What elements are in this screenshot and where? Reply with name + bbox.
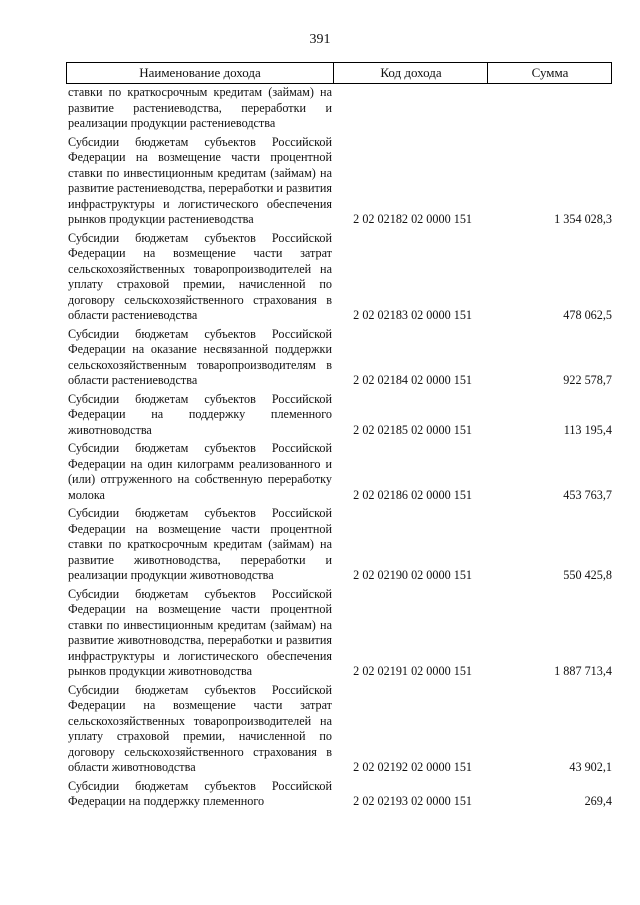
income-name-cell: Субсидии бюджетам субъектов Российской Федерации на возмещение части процентной ставки по краткосрочным кредитам (займам) на развитие животноводства, переработки и реализации продукции животноводства xyxy=(68,506,332,582)
income-code-cell: 2 02 02184 02 0000 151 xyxy=(353,373,472,387)
table-row xyxy=(66,587,612,680)
income-name-cell: Субсидии бюджетам субъектов Российской Федерации на возмещение части затрат сельскохозяйственных товаропроизводителей на уплату страховой премии, начисленной по договору сельскохозяйственного страхования в области животноводства xyxy=(68,682,332,774)
income-name-cell: Субсидии бюджетам субъектов Российской Федерации на один килограмм реализованного и (или) отгруженного на собственную переработку молока xyxy=(68,441,332,502)
table-row xyxy=(66,441,612,503)
table-header xyxy=(66,62,612,84)
header-income-name: Наименование дохода xyxy=(139,65,261,80)
table-body xyxy=(66,85,612,810)
header-income-code: Код дохода xyxy=(333,63,488,83)
income-name-cell: Субсидии бюджетам субъектов Российской Федерации на возмещение части процентной ставки по инвестиционным кредитам (займам) на развитие животноводства, переработки и развития инфраструктуры и логистического обеспечения рынков продукции животноводства xyxy=(68,586,332,678)
amount-cell: 922 578,7 xyxy=(563,373,612,387)
income-code-cell: 2 02 02182 02 0000 151 xyxy=(353,212,472,226)
income-name-cell: Субсидии бюджетам субъектов Российской Федерации на возмещение части процентной ставки по инвестиционным кредитам (займам) на развитие растениеводства, переработки и развития инфраструктуры и логистического обеспечения рынков продукции растениеводства xyxy=(68,134,332,226)
income-code-cell: 2 02 02186 02 0000 151 xyxy=(353,487,472,502)
income-name-cell: Субсидии бюджетам субъектов Российской Федерации на возмещение части затрат сельскохозяйственных товаропроизводителей на уплату страховой премии, начисленной по договору сельскохозяйственного страхования в области растениеводства xyxy=(68,230,332,322)
income-name-cell: Субсидии бюджетам субъектов Российской Федерации на поддержку племенного животноводства xyxy=(68,391,332,437)
amount-cell: 550 425,8 xyxy=(563,568,612,582)
income-code-cell: 2 02 02185 02 0000 151 xyxy=(353,422,472,437)
amount-cell: 1 354 028,3 xyxy=(554,212,612,226)
table-row xyxy=(66,85,612,132)
income-table xyxy=(66,62,612,810)
header-amount: Сумма xyxy=(487,63,612,83)
table-row xyxy=(66,135,612,228)
table-row xyxy=(66,327,612,389)
table-row xyxy=(66,392,612,439)
table-row xyxy=(66,779,612,810)
income-code-cell: 2 02 02191 02 0000 151 xyxy=(353,664,472,678)
amount-cell: 269,4 xyxy=(584,794,612,808)
income-code-cell: 2 02 02190 02 0000 151 xyxy=(353,568,472,582)
amount-cell: 113 195,4 xyxy=(563,422,612,437)
amount-cell: 43 902,1 xyxy=(569,760,612,774)
income-code-cell: 2 02 02183 02 0000 151 xyxy=(353,308,472,322)
page-number: 391 xyxy=(309,32,331,47)
amount-cell: 478 062,5 xyxy=(563,308,612,322)
table-row xyxy=(66,506,612,584)
income-name-cell: ставки по краткосрочным кредитам (займам) на развитие растениеводства, переработки и реализации продукции растениеводства xyxy=(68,85,332,130)
income-name-cell: Субсидии бюджетам субъектов Российской Федерации на поддержку племенного xyxy=(68,778,332,808)
table-row xyxy=(66,683,612,776)
income-code-cell: 2 02 02192 02 0000 151 xyxy=(353,760,472,774)
amount-cell: 453 763,7 xyxy=(563,487,612,502)
income-code-cell: 2 02 02193 02 0000 151 xyxy=(353,794,472,808)
income-name-cell: Субсидии бюджетам субъектов Российской Федерации на оказание несвязанной поддержки сельскохозяйственным товаропроизводителям в области растениеводства xyxy=(68,326,332,387)
amount-cell: 1 887 713,4 xyxy=(554,664,612,678)
table-row xyxy=(66,231,612,324)
